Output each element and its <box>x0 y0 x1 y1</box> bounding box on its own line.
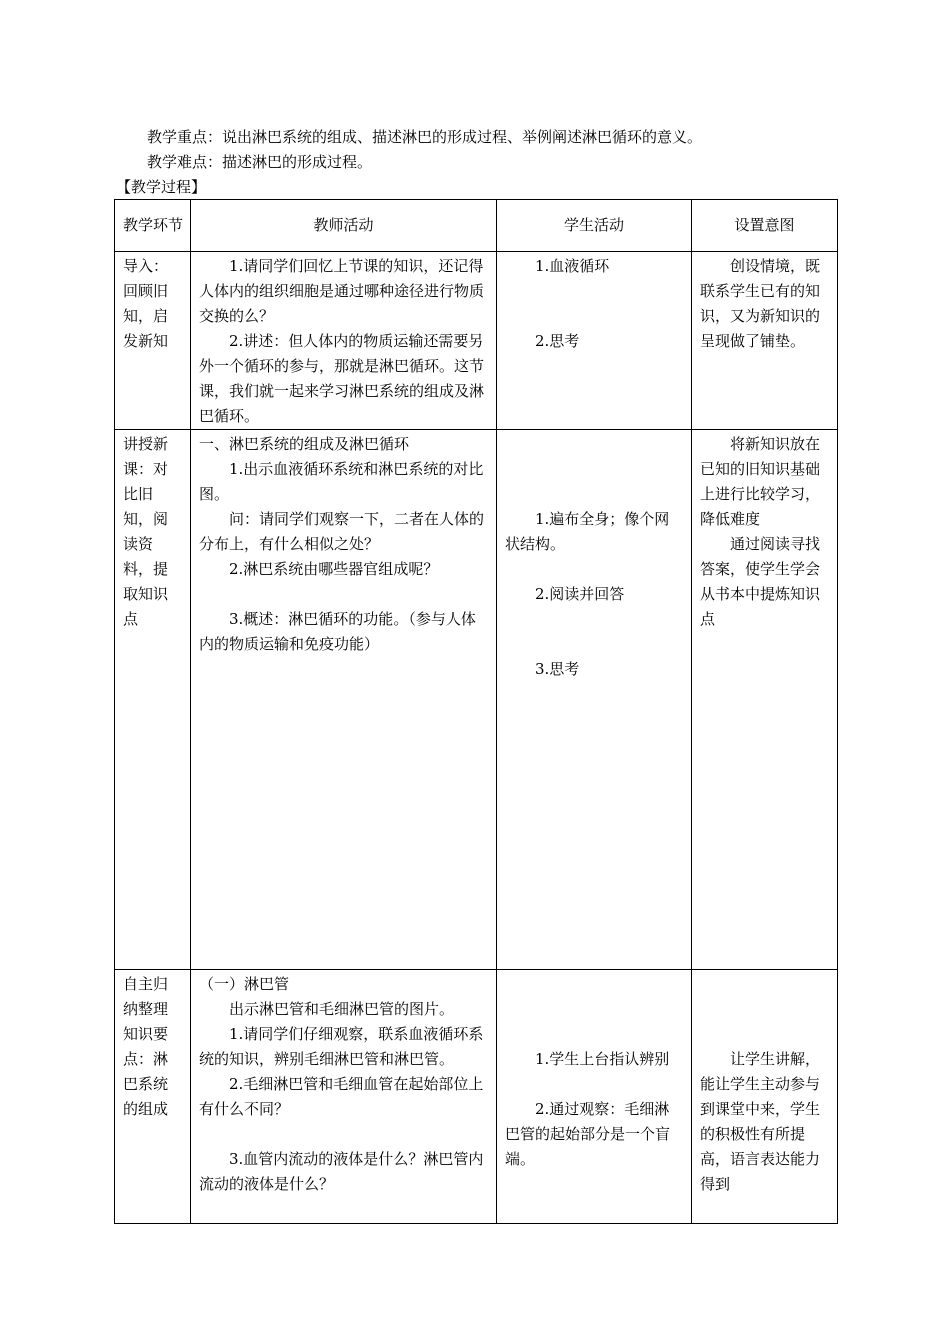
student-line: 2.通过观察：毛细淋巴管的起始部分是一个盲端。 <box>505 1100 671 1168</box>
teacher-line: 2.毛细淋巴管和毛细血管在起始部位上有什么不同？ <box>199 1075 484 1118</box>
teacher-line: 1.请同学们仔细观察，联系血液循环系统的知识，辨别毛细淋巴管和淋巴管。 <box>199 1025 484 1068</box>
teacher-cell <box>191 430 497 970</box>
student-line: 2.思考 <box>535 332 580 350</box>
intent-line: 创设情境，既联系学生已有的知识，又为新知识的呈现做了铺垫。 <box>700 257 821 350</box>
teacher-line: 出示淋巴管和毛细淋巴管的图片。 <box>229 1000 455 1018</box>
teacher-line: 3.概述：淋巴循环的功能。（参与人体内的物质运输和免疫功能） <box>199 610 476 653</box>
intent-line: 将新知识放在已知的旧知识基础上进行比较学习，降低难度 <box>700 435 821 528</box>
teacher-line: 3.血管内流动的液体是什么？淋巴管内流动的液体是什么？ <box>199 1150 484 1193</box>
teacher-cell <box>191 970 497 1224</box>
header-teacher: 教师活动 <box>191 200 497 252</box>
header-stage: 教学环节 <box>115 200 191 252</box>
lesson-table <box>114 199 838 1224</box>
stage-cell: 讲授新课：对比旧知，阅读资料，提取知识点 <box>115 430 191 970</box>
student-cell <box>497 252 692 430</box>
student-cell <box>497 430 692 970</box>
teacher-cell <box>191 252 497 430</box>
intent-line: 让学生讲解，能让学生主动参与到课堂中来，学生的积极性有所提高，语言表达能力得到 <box>700 1050 821 1193</box>
intent-line: 通过阅读寻找答案，使学生学会从书本中提炼知识点 <box>700 535 821 628</box>
header-intent: 设置意图 <box>692 200 838 252</box>
intent-cell <box>692 252 838 430</box>
student-line: 1.遍布全身；像个网状结构。 <box>505 510 670 553</box>
teacher-heading: （一）淋巴管 <box>199 975 290 993</box>
stage-cell: 自主归纳整理知识要点：淋巴系统的组成 <box>115 970 191 1224</box>
header-student: 学生活动 <box>497 200 692 252</box>
student-line: 1.学生上台指认辨别 <box>535 1050 670 1068</box>
student-line: 2.阅读并回答 <box>535 585 625 603</box>
teacher-line: 2.讲述：但人体内的物质运输还需要另外一个循环的参与，那就是淋巴循环。这节课，我们就一起来学习淋巴系统的组成及淋巴循环。 <box>199 332 485 425</box>
teaching-difficulty: 教学难点：描述淋巴的形成过程。 <box>147 153 373 171</box>
table-header-row <box>115 200 838 252</box>
teacher-line: 1.出示血液循环系统和淋巴系统的对比图。 <box>199 460 484 503</box>
teacher-line: 2.淋巴系统由哪些器官组成呢？ <box>229 560 439 578</box>
table-row <box>115 970 838 1224</box>
student-line: 1.血液循环 <box>535 257 610 275</box>
student-line: 3.思考 <box>535 660 580 678</box>
teacher-heading: 一、淋巴系统的组成及淋巴循环 <box>199 435 410 453</box>
section-title: 【教学过程】 <box>116 178 207 196</box>
table-row <box>115 252 838 430</box>
intent-cell <box>692 430 838 970</box>
intent-cell <box>692 970 838 1224</box>
stage-cell: 导入：回顾旧知，启发新知 <box>115 252 191 430</box>
teaching-focus: 教学重点：说出淋巴系统的组成、描述淋巴的形成过程、举例阐述淋巴循环的意义。 <box>147 128 703 146</box>
student-cell <box>497 970 692 1224</box>
teacher-line: 1.请同学们回忆上节课的知识，还记得人体内的组织细胞是通过哪种途径进行物质交换的么？ <box>199 257 485 325</box>
table-row <box>115 430 838 970</box>
teacher-line: 问：请同学们观察一下，二者在人体的分布上，有什么相似之处？ <box>199 510 485 553</box>
